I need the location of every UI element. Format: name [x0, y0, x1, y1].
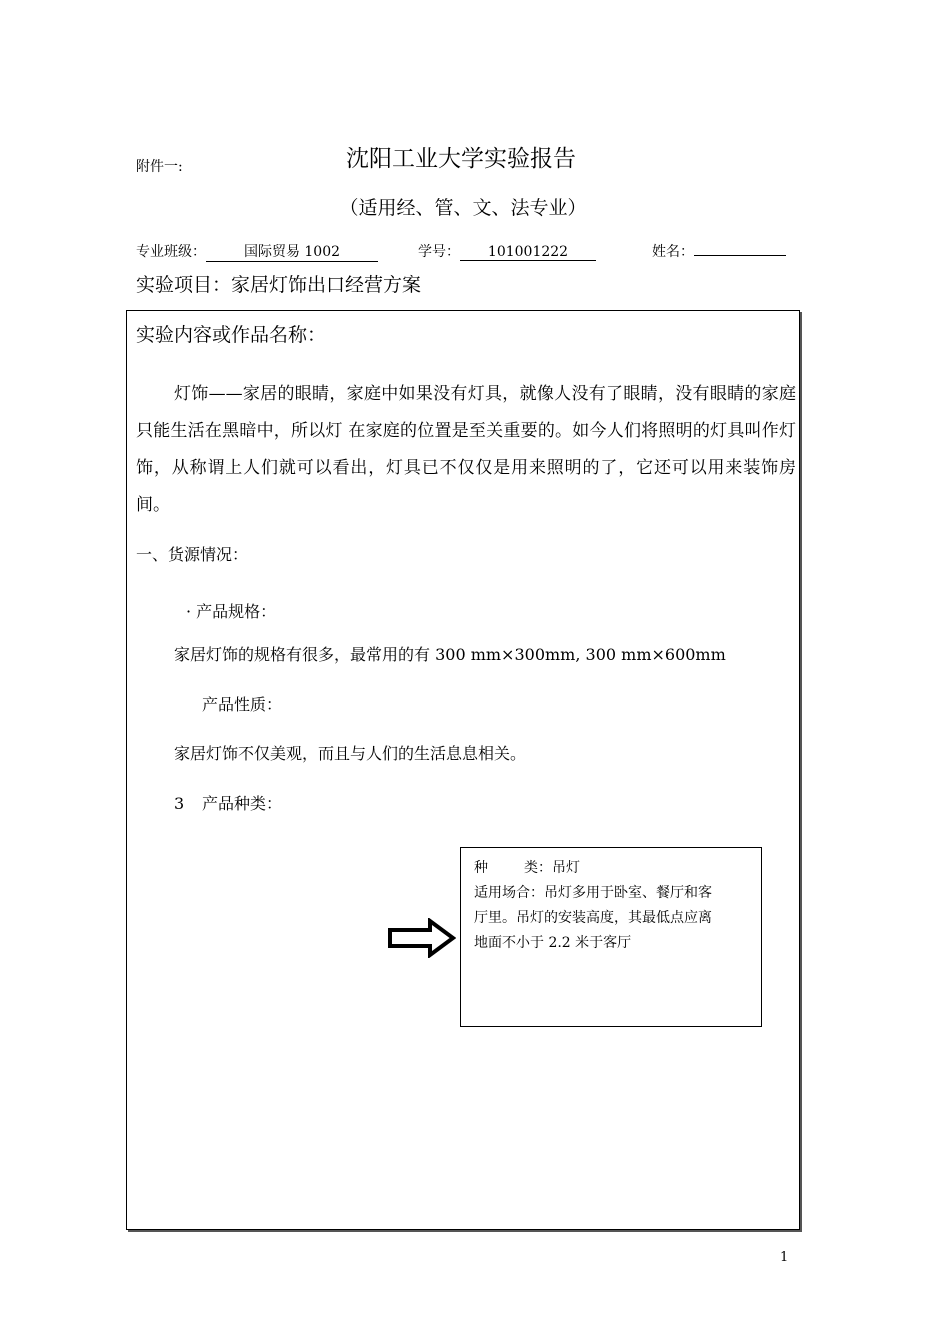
kind-box-line: 厅里。吊灯的安装高度，其最低点应离: [474, 910, 712, 926]
right-arrow-icon: [388, 918, 456, 962]
kind-label-text: 产品种类：: [202, 794, 283, 813]
kind-label: [174, 791, 282, 814]
student-id-label: 学号：: [418, 244, 460, 260]
name-label: 姓名：: [652, 244, 694, 260]
section-heading-supply: 一、货源情况：: [136, 545, 249, 564]
page-number: 1: [780, 1250, 789, 1265]
kind-box-line: 地面不小于 2.2 米于客厅: [474, 935, 632, 951]
spec-text: 家居灯饰的规格有很多，最常用的有 300 mm×300mm, 300 mm×600mm: [174, 645, 726, 664]
attachment-label: 附件一:: [136, 159, 183, 175]
class-value: 国际贸易 1002: [206, 241, 378, 262]
class-field: [136, 241, 378, 262]
spec-label: · 产品规格：: [186, 602, 277, 621]
nature-text: 家居灯饰不仅美观，而且与人们的生活息息相关。: [174, 744, 527, 763]
report-title: 沈阳工业大学实验报告: [346, 146, 576, 172]
project-title: 实验项目：家居灯饰出口经营方案: [136, 274, 422, 296]
class-label: 专业班级：: [136, 244, 206, 260]
name-field: [652, 241, 786, 261]
report-subtitle: （适用经、管、文、法专业）: [339, 197, 587, 219]
student-id-value: 101001222: [460, 244, 596, 261]
content-heading: 实验内容或作品名称：: [136, 324, 327, 346]
kind-box-line: 种 类：吊灯: [474, 860, 580, 876]
kind-box-line: 适用场合：吊灯多用于卧室、餐厅和客: [474, 885, 712, 901]
intro-paragraph: 灯饰——家居的眼睛，家庭中如果没有灯具，就像人没有了眼睛，没有眼睛的家庭只能生活在黑暗中，所以灯 在家庭的位置是至关重要的。如今人们将照明的灯具叫作灯饰，从称谓上人们就可以看出，灯具已不仅仅是用来照明的了，它还可以用来装饰房间。: [136, 384, 796, 515]
kind-number: 3: [174, 794, 185, 813]
nature-label: 产品性质：: [202, 695, 283, 714]
name-value: [694, 255, 786, 256]
product-kind-box: [460, 847, 762, 1027]
student-id-field: [418, 241, 596, 261]
